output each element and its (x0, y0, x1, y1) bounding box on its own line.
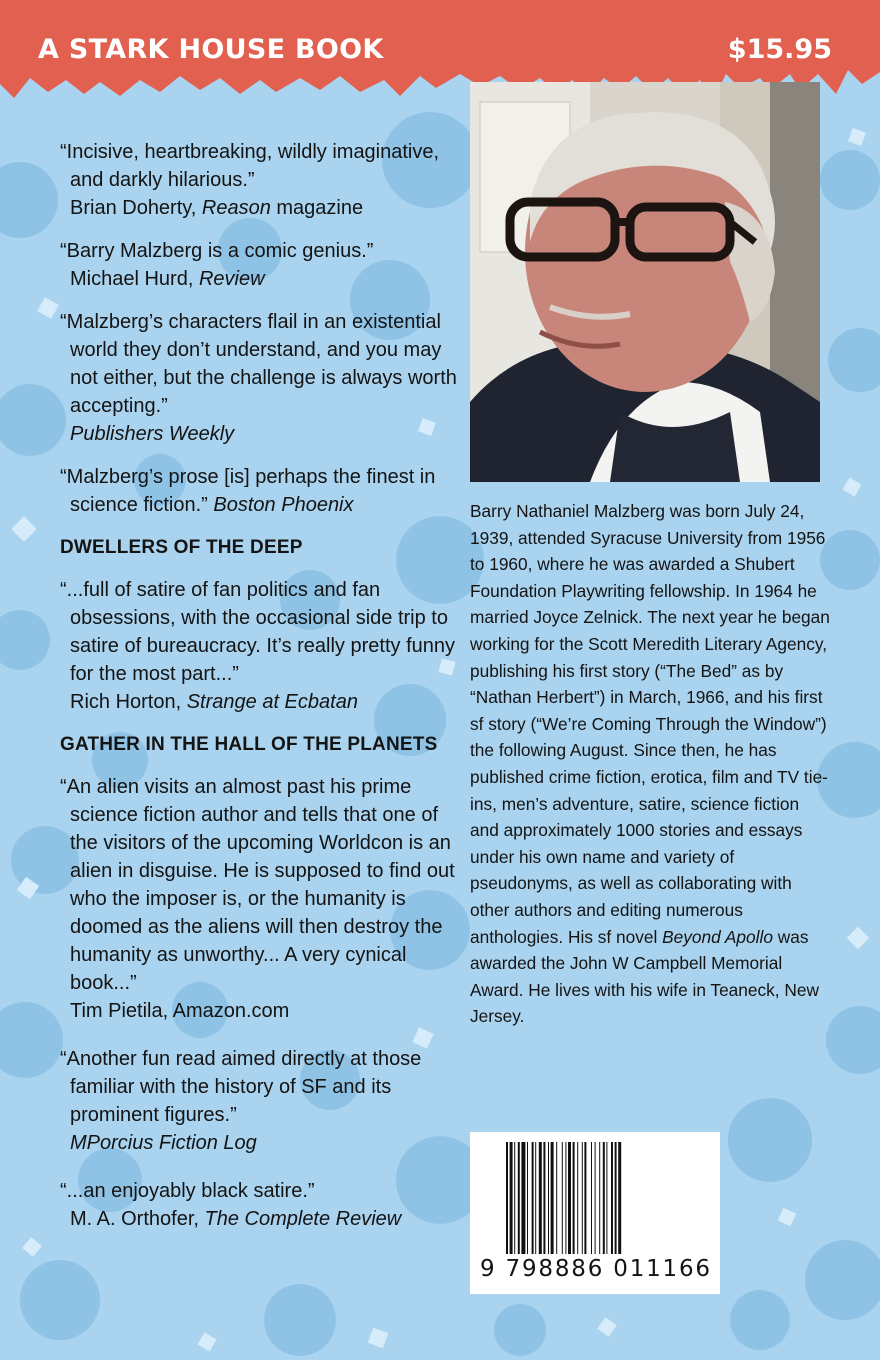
barcode-bar (562, 1142, 563, 1254)
quote-text: “...full of satire of fan politics and fan obsessions, with the occasional side trip to satire of bureaucracy. It’s really pretty funny for the most part...” (60, 579, 455, 685)
barcode-bar (543, 1142, 545, 1254)
barcode-bar (577, 1142, 578, 1254)
source-publication: Strange at Ecbatan (186, 691, 358, 713)
quote-source (60, 1205, 460, 1233)
price-label: $15.95 (727, 34, 832, 65)
review-quote (60, 237, 460, 293)
source-publication: The Complete Review (204, 1208, 402, 1230)
review-quote (60, 138, 460, 222)
quote-source (60, 265, 460, 293)
barcode (470, 1132, 720, 1294)
quote-body: “Malzberg’s prose [is] perhaps the finest in science fiction.” (60, 466, 436, 516)
book-heading-gather: GATHER IN THE HALL OF THE PLANETS (60, 734, 438, 755)
quote-text: “...an enjoyably black satire.” (60, 1180, 315, 1202)
source-name: M. A. Orthofer, (70, 1208, 205, 1230)
barcode-bar (615, 1142, 617, 1254)
barcode-bar (565, 1142, 566, 1254)
barcode-digits: 9 798886 011166 (480, 1256, 712, 1282)
source-name: Michael Hurd, (70, 268, 199, 290)
book-heading-dwellers: DWELLERS OF THE DEEP (60, 537, 303, 558)
source-publication: Review (198, 268, 265, 290)
author-portrait-illustration (470, 82, 820, 482)
source-name: Rich Horton, (70, 691, 187, 713)
source-publication: Publishers Weekly (70, 423, 235, 445)
barcode-bar (603, 1142, 605, 1254)
barcode-bar (535, 1142, 536, 1254)
source-suffix: magazine (270, 197, 364, 219)
quote-source (60, 194, 460, 222)
source-publication: Boston Phoenix (213, 494, 354, 516)
bio-text: Barry Nathaniel Malzberg was born July 24, 1939, attended Syracuse University from 1956 to 1960, where he was awarded a Shubert Foundation Playwriting fellowship. In 1964 he married Joyce Zelnick. The next year he began working for the Scott Meredith Literary Agency, publishing his first story (“The Bed” as by “Nathan Herbert”) in March, 1966, and his first sf story (“We’re Coming Through the Window”) the following August. Since then, he has published crime fiction, erotica, film and TV tie-ins, men’s adventure, satire, science fiction and approximately 1000 stories and essays under his own name and variety of pseudonyms, as well as collaborating with other authors and editing numerous anthologies. His sf novel (470, 501, 830, 947)
quote-source (60, 420, 460, 448)
barcode-bar (518, 1142, 520, 1254)
barcode-bar (506, 1142, 508, 1254)
quote-text: “Barry Malzberg is a comic genius.” (60, 240, 374, 262)
review-quote (60, 1177, 460, 1233)
reviews-column (60, 138, 460, 1248)
review-quote (60, 773, 460, 1025)
quote-text: “Malzberg’s characters flail in an existential world they don’t understand, and you may not either, but the challenge is always worth accepting.” (60, 311, 457, 417)
source-publication: MPorcius Fiction Log (70, 1132, 257, 1154)
bio-text-end: was awarded the John W Campbell Memorial Award. He lives with his wife in Teaneck, New Jersey. (470, 926, 819, 1027)
barcode-bar (599, 1142, 600, 1254)
quote-source (60, 688, 460, 716)
barcode-bar (591, 1142, 592, 1254)
barcode-bar (556, 1142, 557, 1254)
barcode-bar (514, 1142, 515, 1254)
barcode-bar (606, 1142, 607, 1254)
publisher-label: A STARK HOUSE BOOK (38, 34, 384, 65)
quote-source (60, 1129, 460, 1157)
barcode-bar (611, 1142, 613, 1254)
barcode-bar (584, 1142, 586, 1254)
author-bio (470, 498, 830, 1030)
barcode-bar (618, 1142, 621, 1254)
barcode-bar (527, 1142, 528, 1254)
review-quote (60, 576, 460, 716)
quote-text (60, 463, 460, 519)
source-publication: Reason (201, 197, 271, 219)
author-photo (470, 82, 820, 482)
barcode-bar (510, 1142, 513, 1254)
barcode-bar (551, 1142, 554, 1254)
quote-text: “Another fun read aimed directly at those familiar with the history of SF and its prominent figures.” (60, 1048, 422, 1126)
quote-text: “Incisive, heartbreaking, wildly imaginative, and darkly hilarious.” (60, 141, 440, 191)
barcode-bar (595, 1142, 596, 1254)
review-quote (60, 1045, 460, 1157)
quote-text: “An alien visits an almost past his prime science fiction author and tells that one of the visitors of the upcoming Worldcon is an alien in disguise. He is supposed to find out who the imposer is, or the humanity is doomed as the aliens will then destroy the humanity as unworthy... A very cynical book...” (60, 776, 455, 994)
barcode-bar (539, 1142, 542, 1254)
barcode-bar (582, 1142, 583, 1254)
barcode-bar (568, 1142, 571, 1254)
bio-book-title: Beyond Apollo (662, 926, 773, 947)
quote-source: Tim Pietila, Amazon.com (70, 1000, 290, 1022)
barcode-bar (573, 1142, 575, 1254)
barcode-bar (548, 1142, 549, 1254)
review-quote (60, 308, 460, 448)
barcode-bar (532, 1142, 534, 1254)
review-quote (60, 463, 460, 519)
barcode-bar (521, 1142, 525, 1254)
source-name: Brian Doherty, (70, 197, 202, 219)
